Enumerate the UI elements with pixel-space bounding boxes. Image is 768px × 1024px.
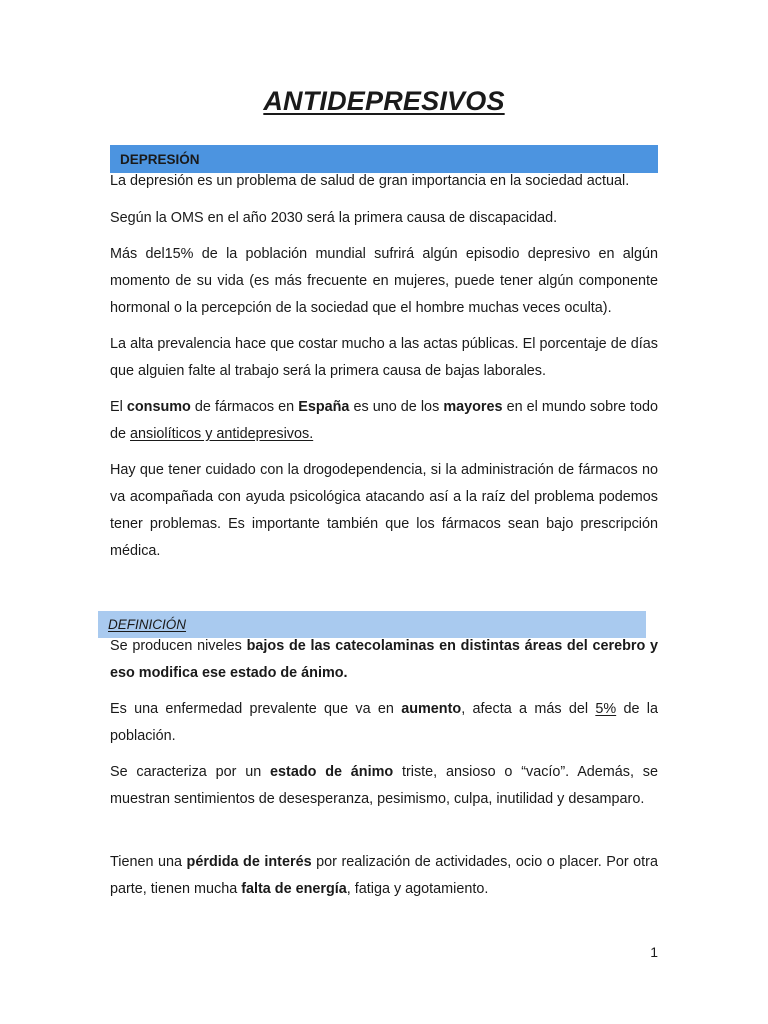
text-run: El <box>110 399 127 415</box>
paragraph <box>110 633 658 687</box>
section-heading-label: DEPRESIÓN <box>120 151 200 167</box>
paragraph: Más del15% de la población mundial sufrirá algún episodio depresivo en algún momento de su vida (es más frecuente en mujeres, puede tener algún componente hormonal o la percepción de la sociedad que el hombre muchas veces oculta). <box>110 246 658 316</box>
text-run: Se producen niveles <box>110 638 247 654</box>
bold-text: aumento <box>401 701 462 717</box>
paragraph <box>110 696 658 750</box>
paragraph: La alta prevalencia hace que costar mucho a las actas públicas. El porcentaje de días que alguien falte al trabajo será la primera causa de bajas laborales. <box>110 336 658 379</box>
text-run: de la población. <box>110 701 658 744</box>
paragraph <box>110 394 658 448</box>
text-run: de fármacos en <box>190 399 299 415</box>
bold-text: mayores <box>443 399 503 415</box>
bold-text: pérdida de interés <box>186 854 312 870</box>
paragraph: Hay que tener cuidado con la drogodependencia, si la administración de fármacos no va acompañada con ayuda psicológica atacando así a la raíz del problema podemos tener problemas. Es importante también que los fármacos sean bajo prescripción médica. <box>110 462 658 559</box>
bold-text: consumo <box>126 399 191 415</box>
text-run: es uno de los <box>349 399 444 415</box>
text-run: , afecta a más del <box>461 701 596 717</box>
text-run: por realización de actividades, ocio o placer. Por otra parte, tienen mucha <box>110 854 658 897</box>
text-run: Es una enfermedad prevalente que va en <box>110 701 402 717</box>
page-title: ANTIDEPRESIVOS <box>263 86 505 116</box>
bold-text: falta de energía <box>241 881 347 897</box>
text-run: Tienen una <box>110 854 187 870</box>
paragraph: Según la OMS en el año 2030 será la primera causa de discapacidad. <box>110 210 558 226</box>
text-run: en el mundo sobre todo de <box>110 399 658 442</box>
bold-text: bajos de las catecolaminas en distintas áreas del cerebro y eso modifica ese estado de ánimo. <box>110 638 658 681</box>
text-run: Se caracteriza por un <box>110 764 271 780</box>
paragraph <box>110 759 658 813</box>
text-run: , fatiga y agotamiento. <box>346 881 489 897</box>
section-heading-label: DEFINICIÓN <box>108 617 187 632</box>
bold-text: España <box>298 399 350 415</box>
underlined-text: ansiolíticos y antidepresivos. <box>130 426 314 442</box>
paragraph: La depresión es un problema de salud de gran importancia en la sociedad actual. <box>110 173 630 189</box>
underlined-text: 5% <box>595 701 617 717</box>
page-number: 1 <box>650 944 658 960</box>
bold-text: estado de ánimo <box>270 764 394 780</box>
text-run: triste, ansioso o “vacío”. Además, se muestran sentimientos de desesperanza, pesimismo, culpa, inutilidad y desamparo. <box>110 764 658 807</box>
paragraph <box>110 849 658 903</box>
